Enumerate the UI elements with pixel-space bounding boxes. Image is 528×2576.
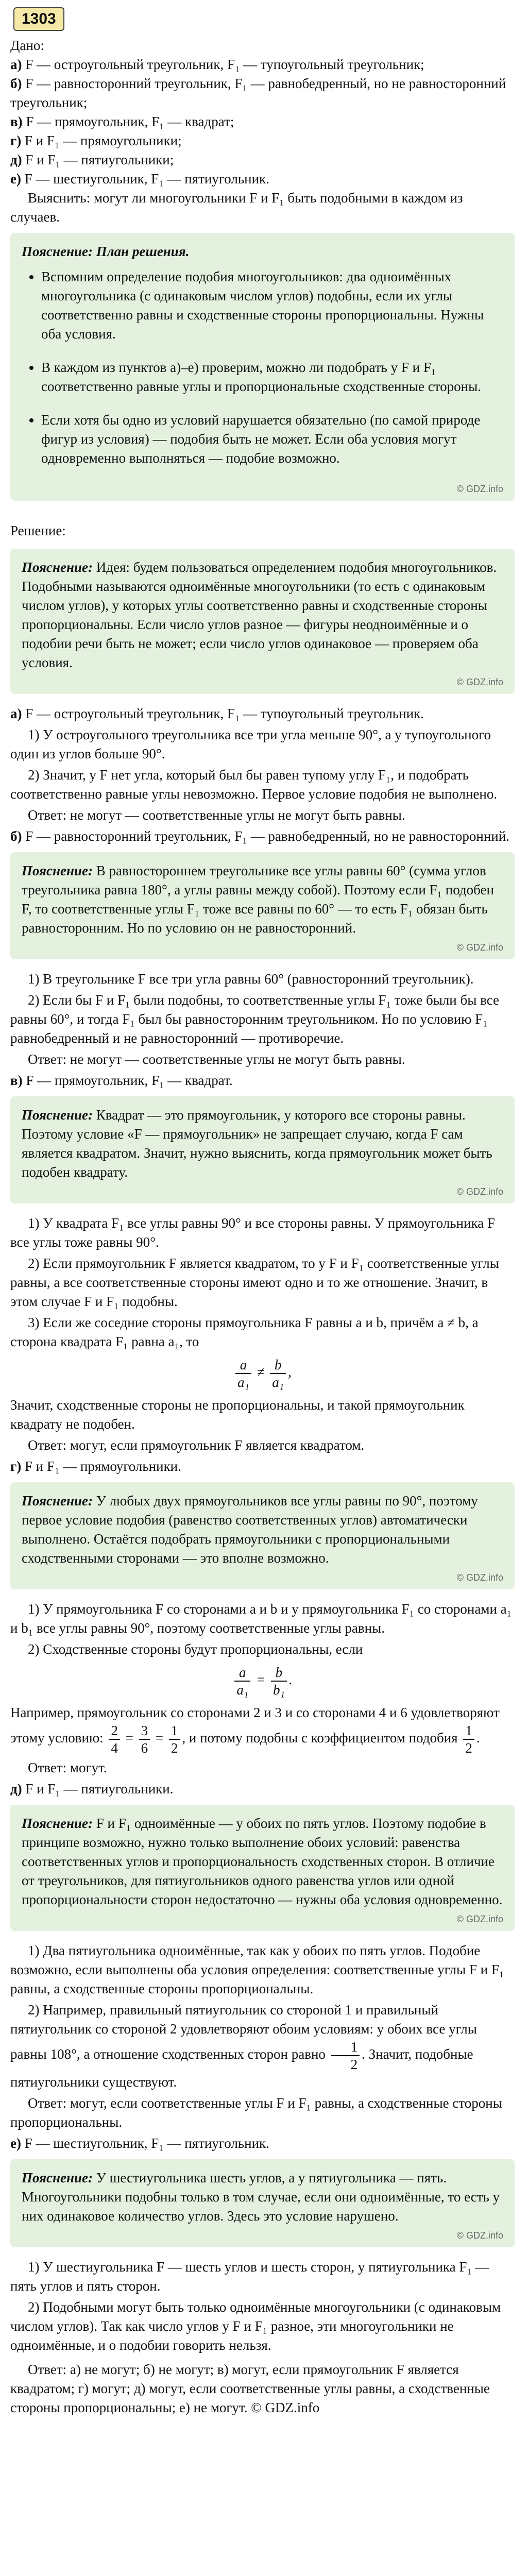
part-e-explanation-box <box>10 1805 515 1931</box>
part-d-example: Например, прямоугольник со сторонами 2 и 3 и со сторонами 4 и 6 удовлетворяют этому условию: $\frac{2}{4}$ = $\frac{3}{6}$ = $\frac{1}{2}$ , и потому подобны с коэффициентом подобия $\frac{1}{2}$ . <box>10 1705 500 1756</box>
plan-list <box>22 267 503 468</box>
part-f-heading: е) F — шестиугольник, F₁ — пятиугольник. <box>10 2136 269 2151</box>
part-e-step-1: 1) Два пятиугольника одноимённые, так как у обоих по пять углов. Подобие возможно, если выполнены оба условия определения: соответственные углы F и F₁ равны, а сходственные стороны пропорциональны. <box>10 1943 504 1996</box>
part-c-step-2: 2) Если прямоугольник F является квадратом, то у F и F₁ соответственные углы равны, а все соответственные стороны имеют одно и то же отношение. Значит, в этом случае F и F₁ подобны. <box>10 1256 499 1309</box>
fraction: $\frac{a}{\text{a₁}}$ <box>234 1664 250 1698</box>
part-c-answer: Ответ: могут, если прямоугольник F является квадратом. <box>28 1437 365 1453</box>
part-c-step-3: 3) Если же соседние стороны прямоугольника F равны a и b, причём a ≠ b, а сторона квадрата F₁ равна a₁, то <box>10 1315 479 1349</box>
given-item-a: а) F — остроугольный треугольник, F₁ — тупоугольный треугольник; <box>10 57 424 72</box>
solution-label: Решение: <box>10 523 66 538</box>
part-a <box>10 704 515 825</box>
fraction: $\frac{1}{2}$ <box>331 2039 360 2073</box>
part-f-step-2: 2) Подобными могут быть только одноимённые многоугольники (с одинаковым числом углов). Так как число углов у F и F₁ разное, эти многоугольники не одноимённые, и о подобии говорить нельзя. <box>10 2299 501 2353</box>
credit-watermark: © GDZ.info <box>456 1914 503 1924</box>
part-b-step-2: 2) Если бы F и F₁ были подобны, то соответственные углы F₁ тоже были бы все равны 60°, и тогда F₁ был бы равносторонним треугольником. Но по условию F₁ равнобедренный и не равносторонний — противоречие. <box>10 992 500 1046</box>
part-e <box>10 1780 515 2132</box>
fraction: $\frac{2}{4}$ <box>109 1722 120 1756</box>
part-a-heading: а) F — остроугольный треугольник, F₁ — тупоугольный треугольник. <box>10 706 424 721</box>
plan-bullet: • Вспомним определение подобия многоугольников: два одноимённых многоугольника (с одинаковым числом углов) подобны, если их углы соответственно равны и сходственные стороны пропорциональны. Нужны оба условия. <box>41 267 503 344</box>
part-d-formula: $\frac{a}{\text{a₁}}$ = $\frac{b}{\text{b₁}}$ . <box>10 1664 515 1698</box>
part-f <box>10 2134 515 2355</box>
part-d-step-1: 1) У прямоугольника F со сторонами a и b и у прямоугольника F₁ со сторонами a₁ и b₁ все углы равны 90°, поэтому соответственные углы равны. <box>10 1601 512 1636</box>
fraction: $\frac{b}{\text{a₁}}$ <box>270 1357 286 1391</box>
part-a-answer: Ответ: не могут — соответственные углы не могут быть равны. <box>28 807 405 823</box>
part-b-answer: Ответ: не могут — соответственные углы не могут быть равны. <box>28 1052 405 1067</box>
part-c-explanation-box <box>10 1096 515 1204</box>
final-answer: Ответ: а) не могут; б) не могут; в) могут, если прямоугольник F является квадратом; г) могут; д) могут, если соответственные углы равны, а сходственные стороны пропорциональны; е) не могут. © GDZ.info <box>10 2362 490 2415</box>
part-f-explanation: Пояснение: У шестиугольника шесть углов, а у пятиугольника — пять. Многоугольники подобны только в том случае, если они одноимённые, то есть у них одинаковое количество углов. Здесь это условие нарушено. <box>22 2170 500 2224</box>
given-item-d: г) F и F₁ — прямоугольники; <box>10 133 182 148</box>
intro-box <box>10 549 515 694</box>
given-label: Дано: <box>10 38 44 53</box>
part-b-explanation-box <box>10 852 515 959</box>
part-d-answer: Ответ: могут. <box>28 1760 107 1775</box>
part-e-step-2: 2) Например, правильный пятиугольник со стороной 1 и правильный пятиугольник со стороной 2 удовлетворяют обоим условиям: у обоих все углы равны 108°, а отношение сходственных сторон равно $\frac{1}{2}$ . Значит, подобные пятиугольники существуют. <box>10 2002 477 2090</box>
given-item-e: д) F и F₁ — пятиугольники; <box>10 152 174 167</box>
part-c <box>10 1071 515 1455</box>
fraction: $\frac{3}{6}$ <box>139 1722 150 1756</box>
part-c-formula: $\frac{a}{\text{a₁}}$ ≠ $\frac{b}{\text{a₁}}$ , <box>10 1357 515 1391</box>
plan-box <box>10 233 515 501</box>
part-f-explanation-box <box>10 2159 515 2247</box>
part-b-step-1: 1) В треугольнике F все три угла равны 60° (равносторонний треугольник). <box>28 971 474 987</box>
given-item-f: е) F — шестиугольник, F₁ — пятиугольник. <box>10 171 269 187</box>
part-c-explanation: Пояснение: Квадрат — это прямоугольник, у которого все стороны равны. Поэтому условие «F — прямоугольник» не запрещает случаю, когда F сам является квадратом. Значит, нужно выяснить, когда прямоугольник может быть подобен квадрату. <box>22 1107 492 1180</box>
fraction: $\frac{1}{2}$ <box>463 1722 474 1756</box>
part-c-heading: в) F — прямоугольник, F₁ — квадрат. <box>10 1073 233 1088</box>
part-c-step-1: 1) У квадрата F₁ все углы равны 90° и все стороны равны. У прямоугольника F все углы тоже равны 90°. <box>10 1215 495 1250</box>
credit-watermark: © GDZ.info <box>456 484 503 494</box>
part-e-answer: Ответ: могут, если соответственные углы F и F₁ равны, а сходственные стороны пропорциональны. <box>10 2095 502 2130</box>
part-a-step-2: 2) Значит, у F нет угла, который был бы равен тупому углу F₁, и подобрать соответственно равные углы невозможно. Первое условие подобия не выполнено. <box>10 767 498 802</box>
part-d <box>10 1457 515 1777</box>
credit-watermark: © GDZ.info <box>456 1187 503 1197</box>
part-e-explanation: Пояснение: F и F₁ одноимённые — у обоих по пять углов. Поэтому подобие в принципе возможно, нужно только выполнение обоих условий: равенства соответственных углов и пропорциональность сходственных сторон. В отличие от треугольников, для пятиугольников одного равенства углов или одной пропорциональности сторон недостаточно — нужны оба условия одновременно. <box>22 1816 503 1907</box>
part-b-heading: б) F — равносторонний треугольник, F₁ — равнобедренный, но не равносторонний. <box>10 828 509 844</box>
intro-text: Пояснение: Идея: будем пользоваться определением подобия многоугольников. Подобными называются одноимённые многоугольники (то есть с одинаковым числом углов), у которых углы соответственно равны и сходственные стороны пропорциональны. Если число углов разное — фигуры неодноимённые и о подобии речи быть не может; если число углов одинаковое — проверяем оба условия. <box>22 560 497 670</box>
credit-watermark: © GDZ.info <box>456 2230 503 2241</box>
plan-bullet: • Если хотя бы одно из условий нарушается обязательно (по самой природе фигур из условия) — подобия быть не может. Если оба условия могут одновременно выполняться — подобие возможно. <box>41 411 503 468</box>
fraction: $\frac{1}{2}$ <box>169 1722 180 1756</box>
part-b-explanation: Пояснение: В равностороннем треугольнике все углы равны 60° (сумма углов треугольника равна 180°, а углы равны между собой). Поэтому если F₁ подобен F, то соответственные углы F₁ тоже все равны по 60° — то есть F₁ обязан быть равносторонним. Но по условию он не равносторонний. <box>22 863 494 936</box>
part-c-step-4: Значит, сходственные стороны не пропорциональны, и такой прямоугольник квадрату не подобен. <box>10 1397 465 1432</box>
part-a-step-1: 1) У остроугольного треугольника все три угла меньше 90°, а у тупоугольного один из углов больше 90°. <box>10 727 491 761</box>
given-item-c: в) F — прямоугольник, F₁ — квадрат; <box>10 114 234 129</box>
part-e-heading: д) F и F₁ — пятиугольники. <box>10 1781 174 1797</box>
part-d-explanation: Пояснение: У любых двух прямоугольников все углы равны по 90°, поэтому первое условие подобия (равенство соответственных углов) автоматически выполнено. Остаётся подобрать прямоугольники с пропорциональными сходственными сторонами — это вполне возможно. <box>22 1493 478 1566</box>
given-item-b: б) F — равносторонний треугольник, F₁ — равнобедренный, но не равносторонний треугольник; <box>10 76 506 110</box>
part-d-explanation-box <box>10 1482 515 1589</box>
fraction: $\frac{b}{\text{b₁}}$ <box>271 1664 287 1698</box>
task-number-badge: 1303 <box>13 7 64 31</box>
fraction: $\frac{a}{\text{a₁}}$ <box>235 1357 251 1391</box>
plan-bullet: • В каждом из пунктов а)–е) проверим, можно ли подобрать у F и F₁ соответственно равные углы и пропорциональные сходственные стороны. <box>41 358 503 396</box>
part-f-step-1: 1) У шестиугольника F — шесть углов и шесть сторон, у пятиугольника F₁ — пять углов и пять сторон. <box>10 2259 489 2294</box>
credit-watermark: © GDZ.info <box>456 677 503 687</box>
credit-watermark: © GDZ.info <box>456 942 503 953</box>
part-d-heading: г) F и F₁ — прямоугольники. <box>10 1459 181 1474</box>
credit-watermark: © GDZ.info <box>456 1572 503 1583</box>
given-question: Выяснить: могут ли многоугольники F и F₁ быть подобными в каждом из случаев. <box>10 190 463 225</box>
plan-title: Пояснение: План решения. <box>22 244 190 259</box>
given-section <box>10 36 515 227</box>
part-b <box>10 827 515 1069</box>
part-d-step-2: 2) Сходственные стороны будут пропорциональны, если <box>28 1641 363 1657</box>
